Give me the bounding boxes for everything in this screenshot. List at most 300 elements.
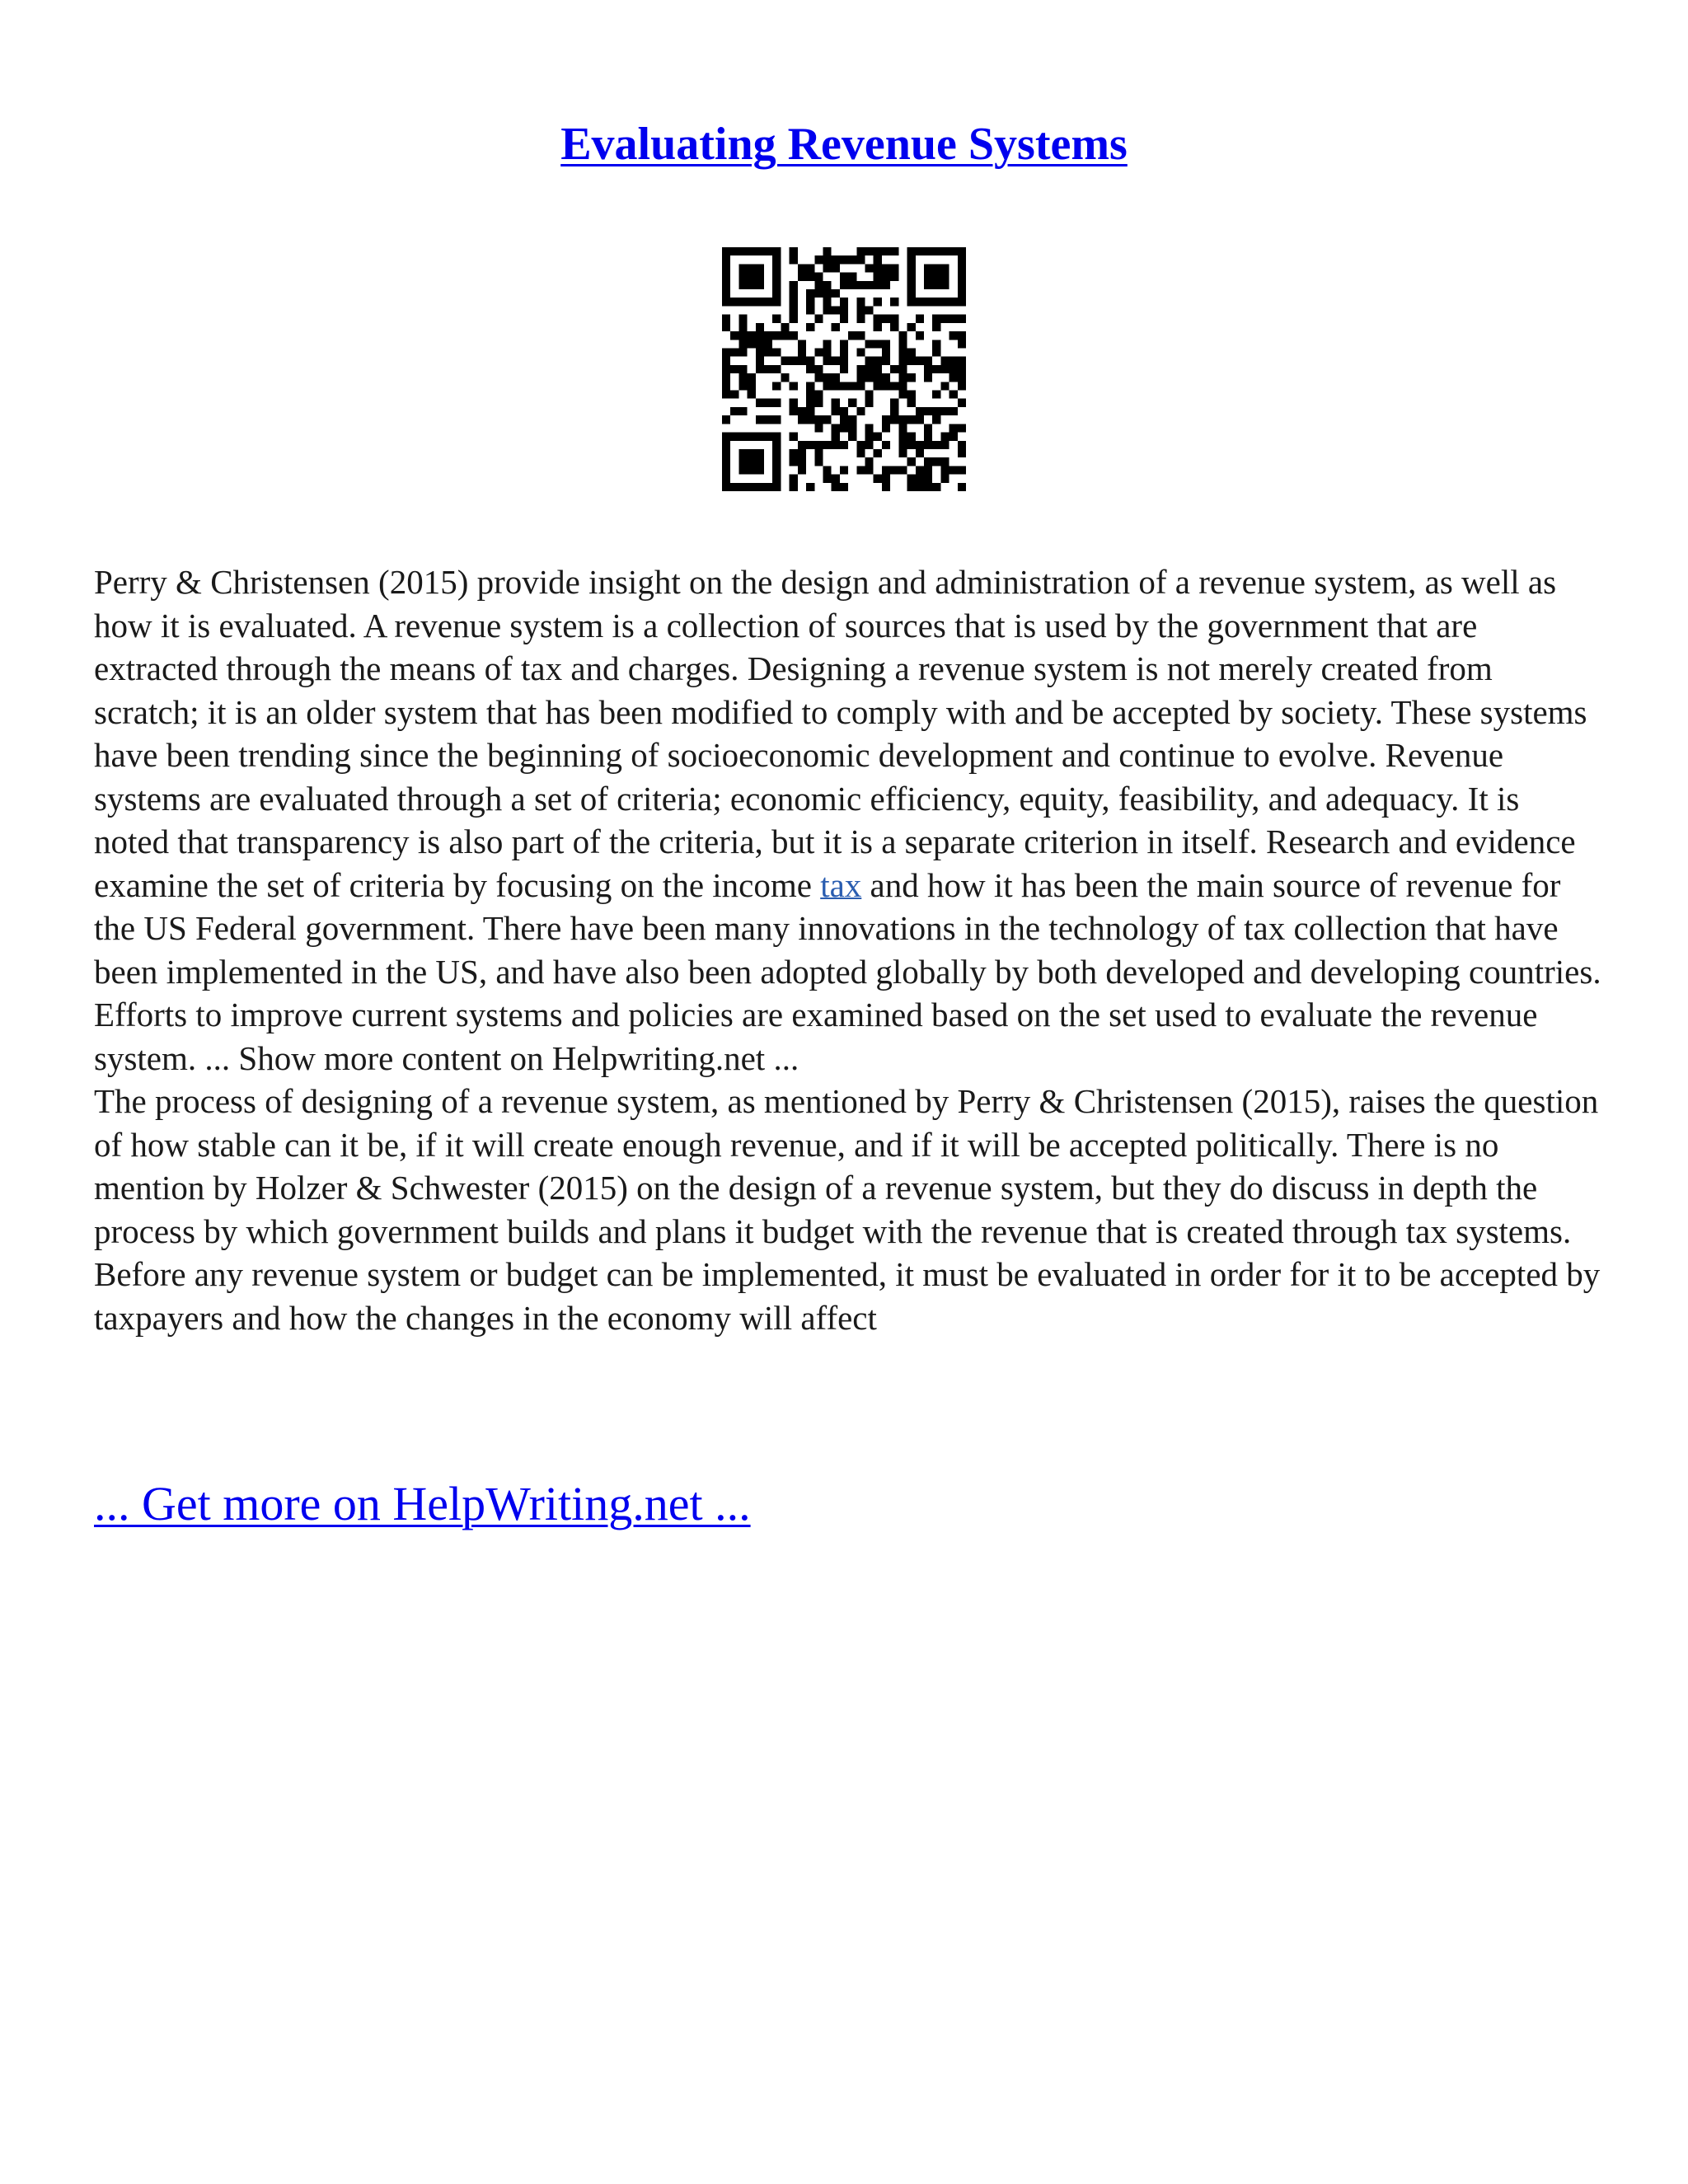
qr-module <box>882 340 890 348</box>
qr-module <box>840 281 848 289</box>
qr-module <box>882 483 890 491</box>
qr-module <box>874 255 882 264</box>
qr-module <box>940 315 949 323</box>
qr-module <box>798 415 806 424</box>
qr-module <box>748 273 756 281</box>
qr-module <box>756 415 764 424</box>
qr-module <box>756 433 764 441</box>
article-body <box>94 560 1602 1339</box>
qr-module <box>898 365 907 373</box>
qr-module <box>806 306 814 314</box>
qr-module <box>814 449 823 457</box>
qr-module <box>874 365 882 373</box>
qr-module <box>840 483 848 491</box>
qr-module <box>848 255 856 264</box>
qr-module <box>772 365 781 373</box>
qr-module <box>916 315 924 323</box>
qr-module <box>907 289 916 298</box>
qr-module <box>924 298 932 306</box>
qr-module <box>907 264 916 272</box>
qr-module <box>940 298 949 306</box>
qr-module <box>874 475 882 483</box>
qr-module <box>898 373 907 382</box>
qr-module <box>764 433 772 441</box>
tax-link[interactable]: tax <box>820 865 862 904</box>
qr-module <box>940 273 949 281</box>
qr-module <box>950 433 958 441</box>
qr-module <box>848 273 856 281</box>
qr-module <box>890 407 898 415</box>
qr-module <box>772 264 781 272</box>
qr-module <box>748 391 756 399</box>
qr-module <box>932 441 940 449</box>
qr-module <box>772 289 781 298</box>
qr-module <box>898 348 907 356</box>
qr-module <box>950 298 958 306</box>
qr-module <box>840 348 848 356</box>
qr-code-graphic <box>722 247 966 491</box>
qr-module <box>730 247 738 255</box>
qr-module <box>890 399 898 407</box>
qr-module <box>950 357 958 365</box>
qr-module <box>823 441 831 449</box>
qr-module <box>748 373 756 382</box>
qr-module <box>950 466 958 474</box>
qr-module <box>865 399 874 407</box>
qr-module <box>748 457 756 466</box>
qr-module <box>907 273 916 281</box>
qr-module <box>832 399 840 407</box>
qr-module <box>907 255 916 264</box>
qr-module <box>882 415 890 424</box>
qr-module <box>924 365 932 373</box>
qr-module <box>924 433 932 441</box>
qr-module <box>865 433 874 441</box>
qr-module <box>840 255 848 264</box>
title-link[interactable]: Evaluating Revenue Systems <box>560 119 1128 170</box>
qr-module <box>958 466 966 474</box>
qr-module <box>890 247 898 255</box>
paragraph-1 <box>94 560 1602 1080</box>
qr-module <box>940 365 949 373</box>
qr-module <box>907 281 916 289</box>
qr-module <box>798 340 806 348</box>
qr-module <box>730 298 738 306</box>
qr-module <box>814 415 823 424</box>
qr-module <box>772 415 781 424</box>
qr-module <box>932 340 940 348</box>
qr-module <box>940 281 949 289</box>
qr-module <box>840 298 848 306</box>
qr-module <box>856 449 865 457</box>
qr-module <box>738 483 747 491</box>
qr-module <box>840 407 848 415</box>
qr-module <box>856 255 865 264</box>
qr-module <box>722 382 730 390</box>
qr-module <box>806 382 814 390</box>
qr-module <box>950 407 958 415</box>
qr-module <box>756 399 764 407</box>
qr-module <box>781 323 789 331</box>
qr-module <box>950 315 958 323</box>
qr-module <box>806 415 814 424</box>
qr-module <box>832 255 840 264</box>
qr-module <box>856 373 865 382</box>
qr-module <box>814 391 823 399</box>
qr-module <box>882 424 890 432</box>
qr-module <box>832 433 840 441</box>
qr-module <box>958 281 966 289</box>
get-more-link[interactable]: ... Get more on HelpWriting.net ... <box>94 1477 751 1530</box>
qr-module <box>898 441 907 449</box>
qr-module <box>730 348 738 356</box>
qr-module <box>924 457 932 466</box>
qr-module <box>772 433 781 441</box>
qr-module <box>772 466 781 474</box>
qr-module <box>907 433 916 441</box>
qr-module <box>890 315 898 323</box>
qr-module <box>882 247 890 255</box>
qr-module <box>865 424 874 432</box>
qr-module <box>958 373 966 382</box>
qr-module <box>738 365 747 373</box>
qr-module <box>932 273 940 281</box>
qr-module <box>764 298 772 306</box>
qr-module <box>924 273 932 281</box>
qr-module <box>832 441 840 449</box>
qr-module <box>924 407 932 415</box>
qr-module <box>865 441 874 449</box>
qr-module <box>907 457 916 466</box>
qr-module <box>738 407 747 415</box>
qr-module <box>748 298 756 306</box>
qr-module <box>924 475 932 483</box>
qr-module <box>756 298 764 306</box>
qr-module <box>738 323 747 331</box>
qr-module <box>950 247 958 255</box>
qr-module <box>916 441 924 449</box>
qr-module <box>722 315 730 323</box>
qr-module <box>806 483 814 491</box>
qr-module <box>856 441 865 449</box>
qr-module <box>790 382 798 390</box>
qr-module <box>840 306 848 314</box>
qr-module <box>907 483 916 491</box>
qr-module <box>798 441 806 449</box>
qr-module <box>748 331 756 340</box>
qr-module <box>823 264 831 272</box>
qr-module <box>932 407 940 415</box>
qr-module <box>882 357 890 365</box>
qr-module <box>932 264 940 272</box>
qr-module <box>738 281 747 289</box>
qr-module <box>940 466 949 474</box>
qr-module <box>790 255 798 264</box>
qr-module <box>832 264 840 272</box>
qr-module <box>748 466 756 474</box>
qr-module <box>898 331 907 340</box>
qr-module <box>790 247 798 255</box>
qr-module <box>958 365 966 373</box>
qr-module <box>722 298 730 306</box>
qr-module <box>958 399 966 407</box>
qr-module <box>890 273 898 281</box>
qr-module <box>940 264 949 272</box>
qr-module <box>940 247 949 255</box>
qr-module <box>790 298 798 306</box>
qr-module <box>940 457 949 466</box>
qr-module <box>848 331 856 340</box>
qr-module <box>772 273 781 281</box>
qr-module <box>823 247 831 255</box>
qr-module <box>882 348 890 356</box>
qr-module <box>764 415 772 424</box>
qr-module <box>722 415 730 424</box>
qr-module <box>907 415 916 424</box>
qr-module <box>823 357 831 365</box>
qr-module <box>756 247 764 255</box>
qr-module <box>722 391 730 399</box>
qr-module <box>781 373 789 382</box>
qr-module <box>730 407 738 415</box>
qr-module <box>748 340 756 348</box>
qr-module <box>874 382 882 390</box>
qr-module <box>722 441 730 449</box>
qr-module <box>722 475 730 483</box>
qr-module <box>840 357 848 365</box>
qr-module <box>907 475 916 483</box>
qr-module <box>882 441 890 449</box>
qr-module <box>882 264 890 272</box>
qr-module <box>764 340 772 348</box>
qr-module <box>756 281 764 289</box>
qr-module <box>722 289 730 298</box>
qr-module <box>814 373 823 382</box>
qr-module <box>722 466 730 474</box>
qr-module <box>756 483 764 491</box>
qr-module <box>865 281 874 289</box>
qr-module <box>890 365 898 373</box>
qr-module <box>940 357 949 365</box>
qr-module <box>898 357 907 365</box>
qr-module <box>840 340 848 348</box>
qr-module <box>924 281 932 289</box>
qr-module <box>806 441 814 449</box>
qr-module <box>772 457 781 466</box>
qr-module <box>806 407 814 415</box>
qr-module <box>940 382 949 390</box>
qr-code-icon <box>722 247 966 491</box>
qr-module <box>890 298 898 306</box>
qr-module <box>924 441 932 449</box>
qr-module <box>924 373 932 382</box>
qr-module <box>806 391 814 399</box>
qr-module <box>958 382 966 390</box>
qr-module <box>772 382 781 390</box>
qr-module <box>738 466 747 474</box>
qr-module <box>848 424 856 432</box>
qr-module <box>722 449 730 457</box>
qr-module <box>823 348 831 356</box>
qr-module <box>950 331 958 340</box>
qr-module <box>798 457 806 466</box>
qr-module <box>932 348 940 356</box>
qr-module <box>932 457 940 466</box>
qr-module <box>806 365 814 373</box>
qr-module <box>738 298 747 306</box>
paragraph-2: The process of designing of a revenue system, as mentioned by Perry & Christensen (2015), raises the question of how stable can it be, if it will create enough revenue, and if it will be accepted politically. There is no mention by Holzer & Schwester (2015) on the design of a revenue system, but they do discuss in depth the process by which government builds and plans it budget with the revenue that is created through tax systems. Before any revenue system or budget can be implemented, it must be evaluated in order for it to be accepted by taxpayers and how the changes in the economy will affect <box>94 1082 1601 1337</box>
qr-module <box>832 382 840 390</box>
qr-module <box>840 365 848 373</box>
qr-module <box>722 247 730 255</box>
qr-module <box>814 348 823 356</box>
qr-module <box>924 466 932 474</box>
qr-module <box>924 483 932 491</box>
qr-module <box>790 407 798 415</box>
qr-module <box>882 315 890 323</box>
qr-module <box>748 382 756 390</box>
qr-module <box>932 415 940 424</box>
qr-module <box>840 415 848 424</box>
qr-module <box>790 433 798 441</box>
qr-module <box>756 273 764 281</box>
qr-module <box>940 433 949 441</box>
qr-module <box>907 323 916 331</box>
qr-module <box>856 466 865 474</box>
qr-module <box>898 382 907 390</box>
qr-module <box>840 382 848 390</box>
qr-module <box>738 273 747 281</box>
qr-module <box>890 466 898 474</box>
qr-module <box>832 306 840 314</box>
qr-module <box>798 348 806 356</box>
qr-module <box>958 298 966 306</box>
qr-module <box>940 475 949 483</box>
qr-module <box>756 365 764 373</box>
qr-module <box>722 281 730 289</box>
qr-module <box>840 424 848 432</box>
qr-module <box>781 357 789 365</box>
qr-module <box>874 281 882 289</box>
qr-module <box>832 475 840 483</box>
qr-module <box>865 306 874 314</box>
qr-module <box>865 457 874 466</box>
qr-module <box>890 382 898 390</box>
qr-module <box>756 348 764 356</box>
qr-module <box>832 357 840 365</box>
qr-module <box>958 449 966 457</box>
qr-module <box>924 424 932 432</box>
qr-module <box>874 273 882 281</box>
qr-module <box>722 264 730 272</box>
qr-module <box>748 483 756 491</box>
qr-module <box>932 391 940 399</box>
qr-module <box>898 433 907 441</box>
qr-module <box>798 264 806 272</box>
qr-module <box>882 373 890 382</box>
qr-module <box>916 466 924 474</box>
qr-module <box>916 415 924 424</box>
qr-module <box>814 255 823 264</box>
qr-module <box>848 382 856 390</box>
qr-module <box>840 466 848 474</box>
qr-module <box>932 315 940 323</box>
qr-module <box>806 399 814 407</box>
qr-module <box>924 247 932 255</box>
qr-module <box>790 331 798 340</box>
page-title <box>0 115 1688 173</box>
qr-module <box>756 331 764 340</box>
qr-module <box>823 373 831 382</box>
qr-module <box>722 483 730 491</box>
qr-module <box>806 289 814 298</box>
qr-module <box>932 365 940 373</box>
qr-module <box>856 315 865 323</box>
qr-module <box>898 466 907 474</box>
qr-module <box>874 357 882 365</box>
qr-module <box>898 424 907 432</box>
qr-module <box>748 433 756 441</box>
qr-module <box>932 298 940 306</box>
qr-module <box>898 449 907 457</box>
qr-module <box>806 273 814 281</box>
qr-module <box>790 399 798 407</box>
qr-module <box>772 298 781 306</box>
qr-module <box>814 399 823 407</box>
qr-module <box>756 466 764 474</box>
qr-module <box>874 323 882 331</box>
qr-module <box>916 483 924 491</box>
qr-module <box>958 264 966 272</box>
qr-module <box>865 466 874 474</box>
qr-module <box>823 255 831 264</box>
qr-module <box>823 289 831 298</box>
qr-module <box>958 424 966 432</box>
qr-module <box>798 449 806 457</box>
qr-module <box>950 373 958 382</box>
qr-module <box>932 323 940 331</box>
qr-module <box>882 382 890 390</box>
qr-module <box>823 382 831 390</box>
qr-module <box>932 483 940 491</box>
qr-module <box>772 281 781 289</box>
qr-module <box>865 373 874 382</box>
qr-module <box>865 357 874 365</box>
qr-module <box>764 348 772 356</box>
qr-module <box>730 391 738 399</box>
qr-module <box>907 357 916 365</box>
qr-module <box>916 298 924 306</box>
qr-module <box>806 298 814 306</box>
qr-module <box>814 365 823 373</box>
qr-module <box>756 357 764 365</box>
qr-module <box>874 433 882 441</box>
qr-module <box>814 273 823 281</box>
qr-module <box>832 424 840 432</box>
qr-module <box>856 298 865 306</box>
qr-module <box>874 340 882 348</box>
qr-module <box>916 475 924 483</box>
qr-module <box>890 264 898 272</box>
qr-module <box>832 289 840 298</box>
qr-module <box>790 281 798 289</box>
qr-module <box>722 457 730 466</box>
qr-module <box>848 433 856 441</box>
qr-module <box>865 340 874 348</box>
qr-module <box>924 357 932 365</box>
qr-module <box>890 415 898 424</box>
qr-module <box>772 247 781 255</box>
